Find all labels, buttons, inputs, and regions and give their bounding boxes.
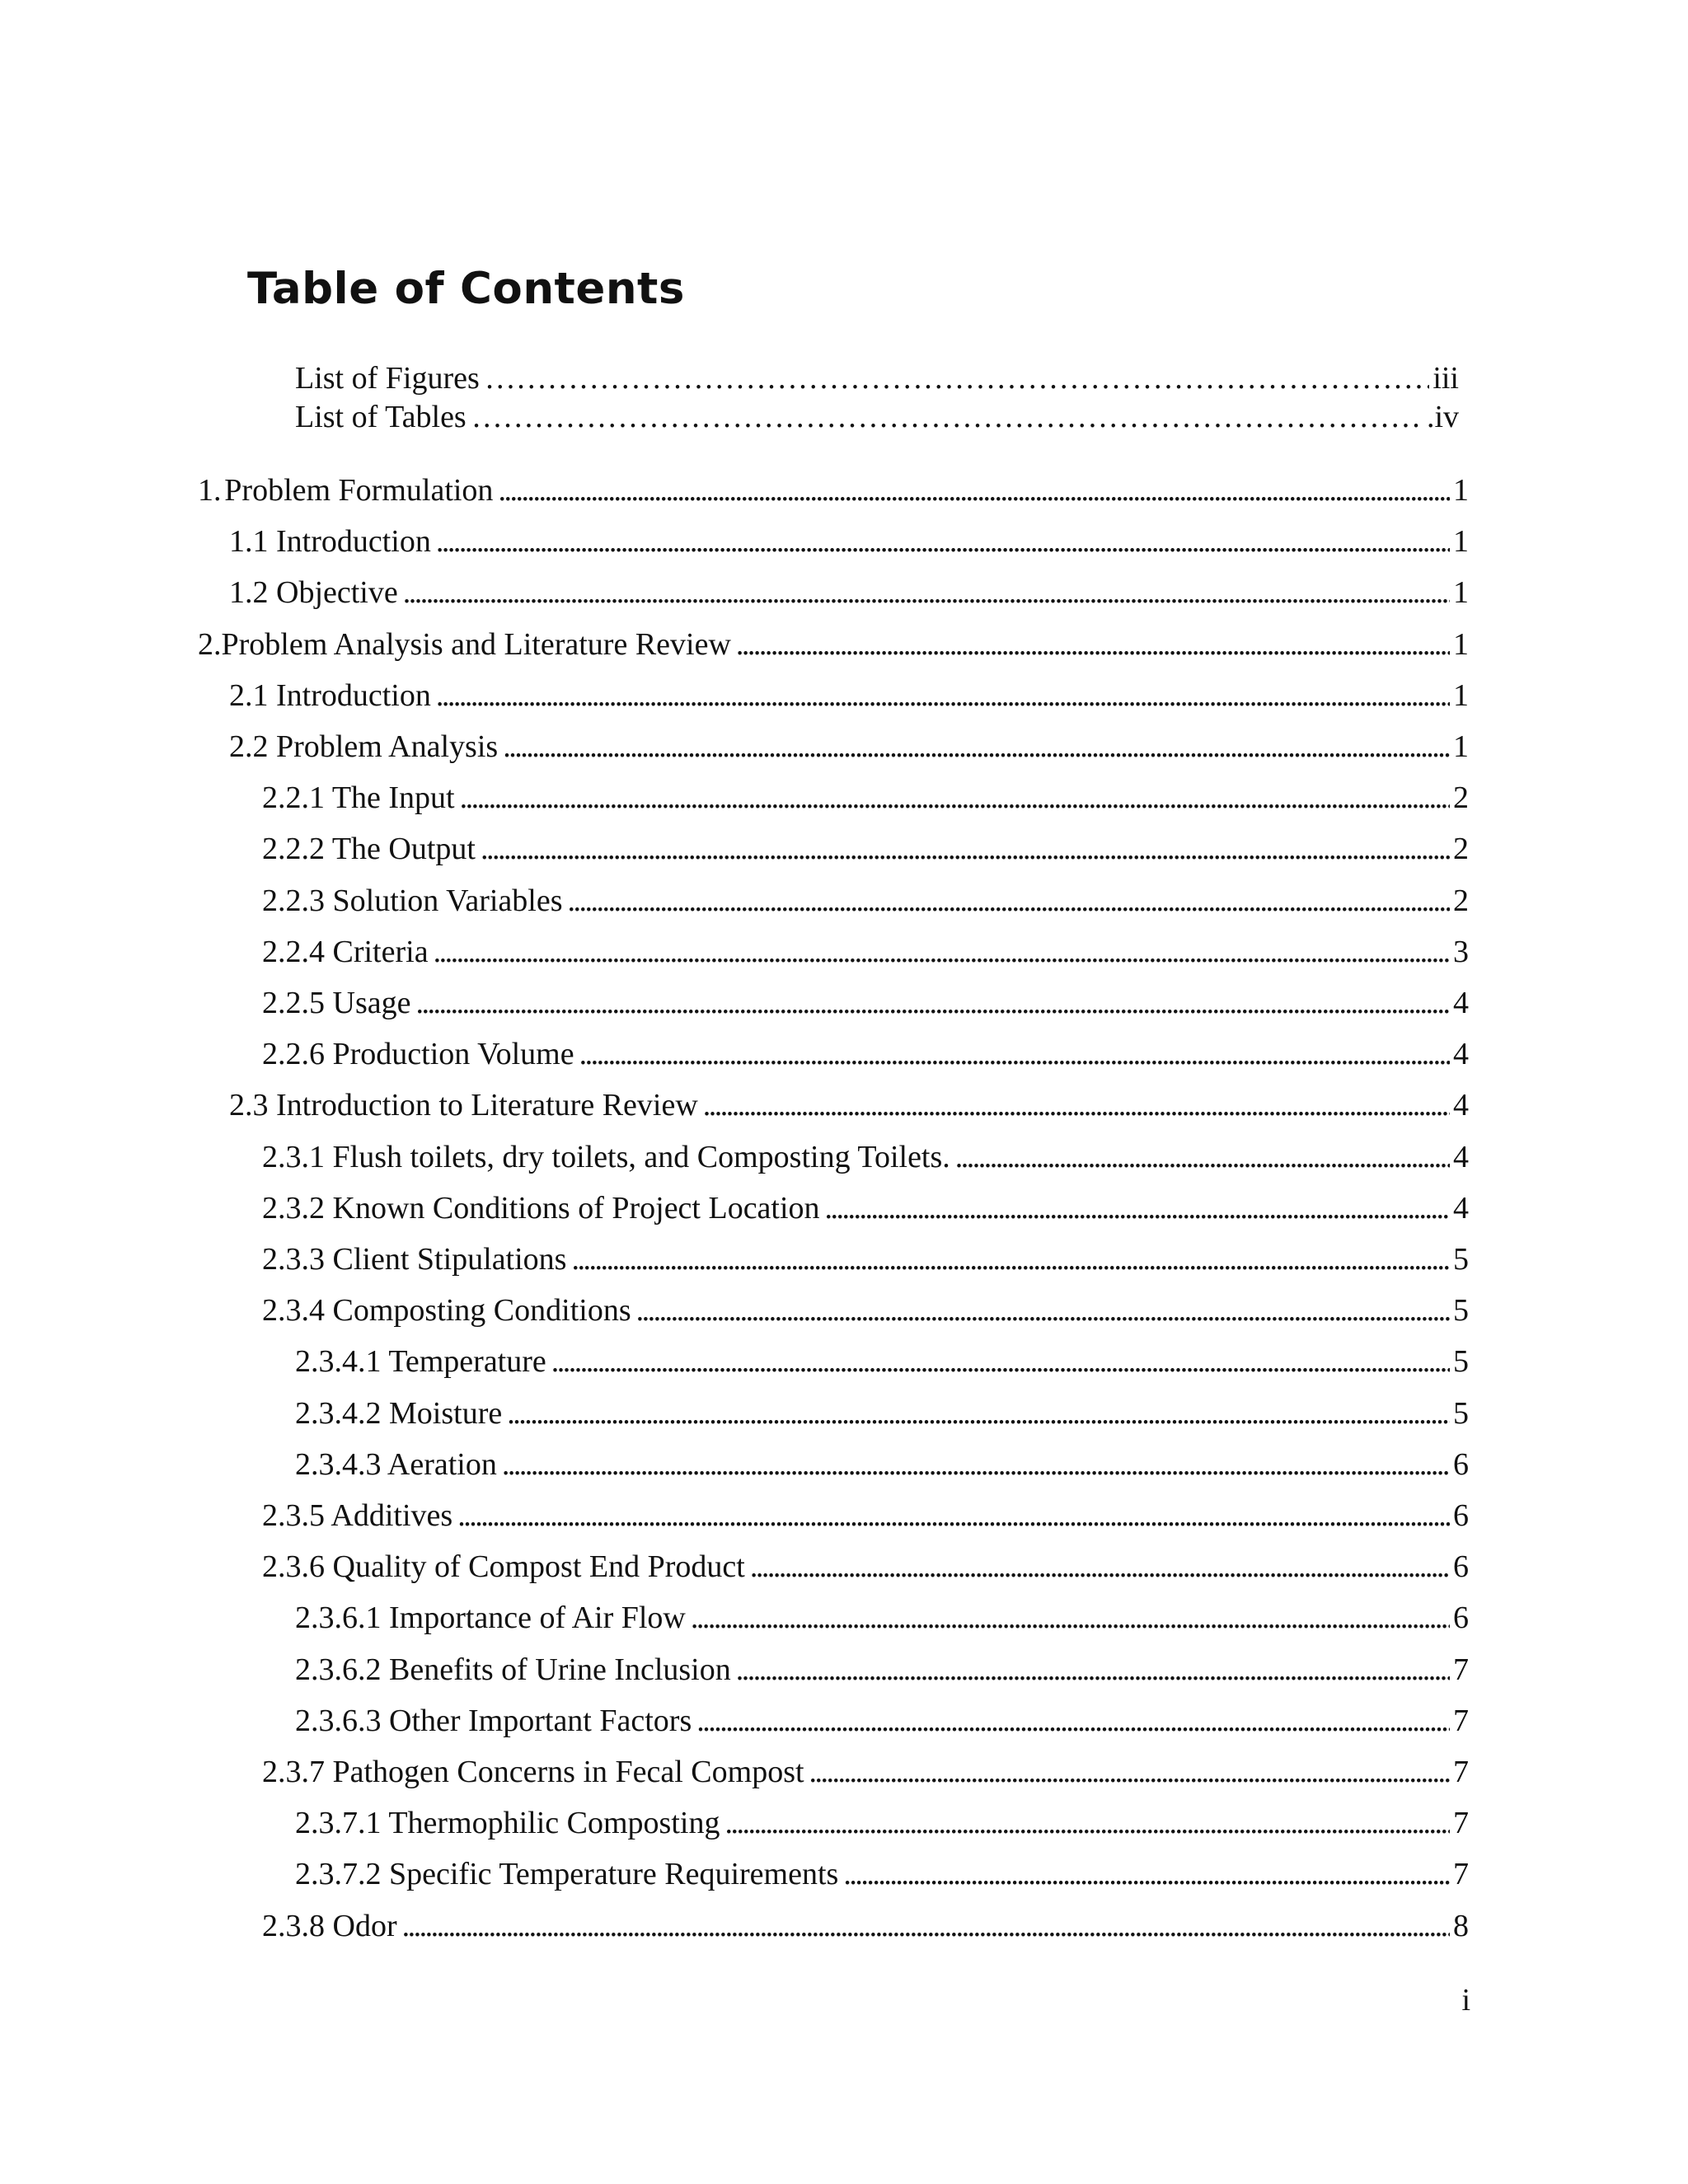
toc-entry[interactable] (262, 982, 1469, 1024)
dot-leader (703, 1085, 1450, 1126)
toc-entry-label: 2.3.3 Client Stipulations (262, 1242, 567, 1277)
toc-entry-label: 2.2.3 Solution Variables (262, 883, 563, 918)
toc-entry[interactable] (262, 1495, 1469, 1536)
toc-entry-label: 2.3 Introduction to Literature Review (229, 1088, 698, 1123)
toc-entry[interactable] (262, 1033, 1469, 1075)
toc-entry-page: 7 (1453, 1703, 1469, 1738)
toc-entry-label: List of Tables (295, 400, 467, 434)
toc-entry-page: 4 (1453, 1139, 1469, 1174)
toc-entry-label: 2.3.6.3 Other Important Factors (295, 1703, 692, 1738)
toc-entry[interactable] (198, 470, 1469, 511)
toc-entry-label: 2.3.4.3 Aeration (295, 1446, 497, 1482)
toc-entry[interactable] (262, 1751, 1469, 1793)
dot-leader (696, 1700, 1450, 1741)
toc-entry-list-of-tables[interactable] (295, 396, 1459, 438)
toc-entry-page: 7 (1453, 1755, 1469, 1789)
dot-leader (507, 1393, 1450, 1434)
toc-entry-page: 1 (1453, 524, 1469, 560)
toc-entry-label: 2.2.6 Production Volume (262, 1037, 574, 1072)
dot-leader (502, 1444, 1450, 1485)
toc-entry[interactable] (295, 1649, 1469, 1690)
toc-entry-page: 4 (1453, 1190, 1469, 1226)
dot-leader (498, 470, 1450, 511)
dot-leader (403, 572, 1450, 613)
dot-leader (471, 396, 1423, 438)
toc-entry-label: 2.3.8 Odor (262, 1908, 397, 1943)
dot-leader (736, 624, 1450, 665)
toc-entry-list-of-figures[interactable] (295, 358, 1459, 399)
toc-entry-label: 2.3.4 Composting Conditions (262, 1293, 631, 1329)
toc-entry-label: 2.3.6.2 Benefits of Urine Inclusion (295, 1652, 731, 1687)
dot-leader (436, 675, 1450, 716)
toc-entry-page: 7 (1453, 1857, 1469, 1892)
toc-entry-page: 6 (1453, 1601, 1469, 1636)
toc-entry-label: 1.2 Objective (229, 575, 398, 611)
toc-entry[interactable] (262, 1137, 1469, 1178)
dot-leader (457, 1495, 1450, 1536)
toc-entry-page: 5 (1453, 1344, 1469, 1380)
toc-entry-label: 2.2.4 Criteria (262, 934, 429, 969)
toc-entry-label: 2.3.1 Flush toilets, dry toilets, and Composting Toilets. (262, 1139, 950, 1174)
toc-entry-number: 1. (198, 473, 222, 508)
dot-leader (825, 1188, 1450, 1229)
toc-entry-page: 6 (1453, 1446, 1469, 1482)
toc-entry-page: 7 (1453, 1652, 1469, 1687)
page-title: Table of Contents (247, 264, 685, 314)
toc-entry-label: 2.3.4.1 Temperature (295, 1344, 546, 1380)
toc-entry-page: 1 (1453, 473, 1469, 508)
toc-entry[interactable] (295, 1854, 1469, 1895)
toc-entry[interactable] (229, 726, 1469, 767)
toc-entry[interactable] (262, 1546, 1469, 1587)
toc-entry[interactable] (262, 777, 1469, 818)
dot-leader (551, 1341, 1450, 1382)
toc-entry-label: 2.1 Introduction (229, 677, 431, 713)
toc-entry[interactable] (295, 1597, 1469, 1638)
dot-leader (568, 880, 1450, 921)
toc-entry[interactable] (295, 1700, 1469, 1741)
toc-entry-page: 2 (1453, 883, 1469, 918)
toc-entry-label: 2.2.2 The Output (262, 832, 476, 867)
toc-entry-number: 2. (198, 626, 222, 662)
toc-entry-label: 2.3.7.2 Specific Temperature Requirements (295, 1857, 839, 1892)
toc-entry[interactable] (229, 1085, 1469, 1126)
toc-entry[interactable] (262, 1188, 1469, 1229)
toc-entry-page: 5 (1453, 1293, 1469, 1329)
toc-entry[interactable] (262, 1290, 1469, 1331)
dot-leader (955, 1137, 1450, 1178)
toc-entry-page: 4 (1453, 1088, 1469, 1123)
toc-entry-label: 2.2.1 The Input (262, 780, 455, 816)
dot-leader (434, 931, 1450, 972)
dot-leader (579, 1033, 1450, 1075)
toc-entry-page: 2 (1453, 832, 1469, 867)
toc-entry-page: .iv (1426, 400, 1459, 434)
toc-entry-page: 4 (1453, 986, 1469, 1020)
toc-entry-label: Problem Formulation (224, 473, 494, 508)
toc-entry[interactable] (295, 1444, 1469, 1485)
toc-entry[interactable] (262, 1239, 1469, 1280)
toc-entry-page: 4 (1453, 1037, 1469, 1072)
toc-entry[interactable] (262, 828, 1469, 869)
toc-entry-label: 2.3.7.1 Thermophilic Composting (295, 1806, 720, 1841)
toc-entry-page: 8 (1453, 1908, 1469, 1943)
toc-entry-page: 7 (1453, 1806, 1469, 1841)
toc-entry-page: 1 (1453, 626, 1469, 662)
toc-entry-label: 1.1 Introduction (229, 524, 431, 560)
toc-entry-page: 1 (1453, 677, 1469, 713)
toc-entry-page: 1 (1453, 729, 1469, 764)
toc-entry-label: 2.3.2 Known Conditions of Project Location (262, 1190, 820, 1226)
toc-entry[interactable] (198, 624, 1469, 665)
toc-entry-label: 2.2.5 Usage (262, 986, 411, 1020)
dot-leader (571, 1239, 1450, 1280)
dot-leader (460, 777, 1450, 818)
toc-entry-label: 2.3.6.1 Importance of Air Flow (295, 1601, 686, 1636)
toc-entry[interactable] (295, 1341, 1469, 1382)
dot-leader (843, 1854, 1450, 1895)
toc-entry-label: 2.3.4.2 Moisture (295, 1395, 503, 1431)
toc-entry-page: 2 (1453, 780, 1469, 816)
toc-entry-page: 1 (1453, 575, 1469, 611)
dot-leader (503, 726, 1450, 767)
dot-leader (402, 1905, 1450, 1947)
toc-entry-label: Problem Analysis and Literature Review (221, 626, 731, 662)
toc-entry[interactable] (295, 1393, 1469, 1434)
toc-entry-label: 2.2 Problem Analysis (229, 729, 499, 764)
toc-entry-page: 5 (1453, 1395, 1469, 1431)
toc-entry-label: 2.3.6 Quality of Compost End Product (262, 1549, 745, 1585)
dot-leader (481, 828, 1450, 869)
toc-entry-page: 6 (1453, 1549, 1469, 1585)
dot-leader (436, 521, 1450, 562)
dot-leader (485, 358, 1430, 399)
dot-leader (415, 982, 1450, 1024)
toc-entry[interactable] (229, 675, 1469, 716)
toc-entry[interactable] (295, 1802, 1469, 1844)
dot-leader (809, 1751, 1450, 1793)
toc-entry-page: 5 (1453, 1242, 1469, 1277)
dot-leader (636, 1290, 1450, 1331)
page-number: i (1461, 1983, 1470, 2018)
toc-entry-page: 6 (1453, 1498, 1469, 1533)
toc-entry-label: 2.3.5 Additives (262, 1498, 453, 1533)
toc-entry[interactable] (262, 931, 1469, 972)
dot-leader (724, 1802, 1450, 1844)
toc-entry[interactable] (229, 572, 1469, 613)
toc-entry[interactable] (262, 880, 1469, 921)
toc-entry-page: 3 (1453, 934, 1469, 969)
dot-leader (750, 1546, 1450, 1587)
dot-leader (736, 1649, 1450, 1690)
toc-entry-label: 2.3.7 Pathogen Concerns in Fecal Compost (262, 1755, 804, 1789)
dot-leader (691, 1597, 1450, 1638)
toc-entry-page: iii (1432, 361, 1459, 396)
toc-entry-label: List of Figures (295, 361, 480, 396)
toc-entry[interactable] (262, 1905, 1469, 1947)
toc-entry[interactable] (229, 521, 1469, 562)
